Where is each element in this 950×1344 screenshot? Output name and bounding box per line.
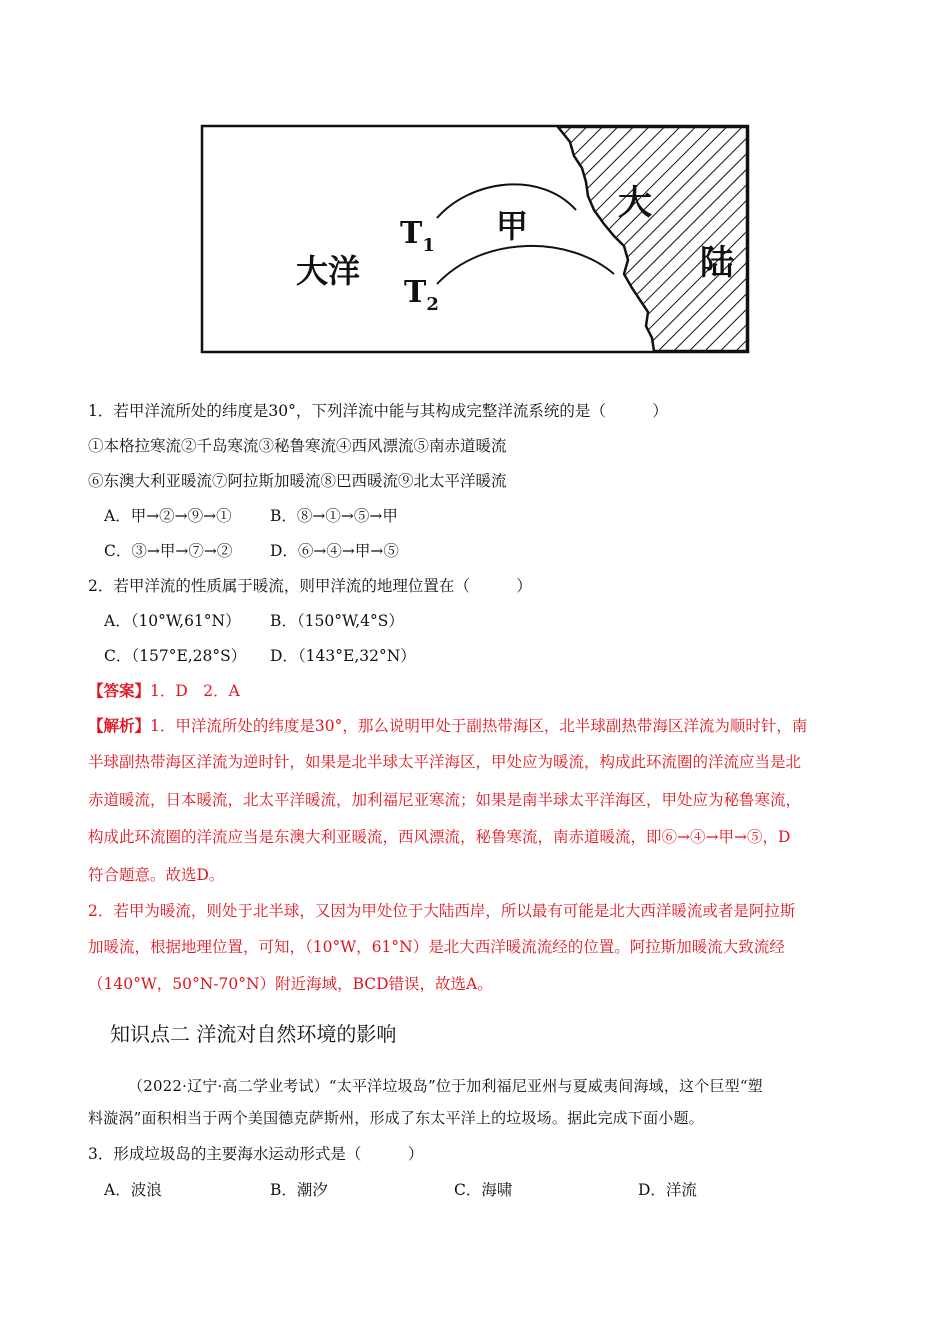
q1-option-d: D．⑥→④→甲→⑤	[270, 542, 399, 560]
q1-option-c: C．③→甲→⑦→②	[104, 542, 233, 560]
source-line-2: 料漩涡”面积相当于两个美国德克萨斯州，形成了东太平洋上的垃圾场。据此完成下面小题。	[88, 1109, 704, 1127]
analysis-line-6: 2．若甲为暖流，则处于北半球，又因为甲处位于大陆西岸，所以最有可能是北大西洋暖流或者是阿拉斯	[88, 902, 796, 920]
analysis-line-8: （140°W，50°N-70°N）附近海域，BCD错误，故选A。	[88, 975, 493, 993]
q3-stem: 3．形成垃圾岛的主要海水运动形式是（ ）	[88, 1145, 424, 1163]
ocean-label: 大洋	[296, 252, 361, 290]
q1-list-line2: ⑥东澳大利亚暖流⑦阿拉斯加暖流⑧巴西暖流⑨北太平洋暖流	[88, 472, 507, 490]
analysis-line-3: 赤道暖流，日本暖流，北太平洋暖流，加利福尼亚寒流；如果是南半球太平洋海区，甲处应为秘鲁寒流，	[88, 791, 802, 809]
answer-text: 1．D 2．A	[150, 682, 240, 700]
analysis-line-7: 加暖流，根据地理位置，可知，（10°W，61°N）是北大西洋暖流流经的位置。阿拉斯加暖流大致流经	[88, 938, 785, 956]
analysis-line-4: 构成此环流圈的洋流应当是东澳大利亚暖流，西风漂流，秘鲁寒流，南赤道暖流，即⑥→④→甲→⑤，D	[88, 828, 791, 846]
q3-option-a: A．波浪	[104, 1181, 162, 1199]
ocean-current-diagram	[200, 124, 752, 356]
q2-stem: 2．若甲洋流的性质属于暖流，则甲洋流的地理位置在（ ）	[88, 577, 532, 595]
q3-option-b: B．潮汐	[270, 1181, 328, 1199]
source-line-1: （2022·辽宁·高二学业考试）“太平洋垃圾岛”位于加利福尼亚州与夏威夷间海域，这个巨型“塑	[128, 1077, 763, 1095]
answer-line	[88, 681, 240, 701]
analysis-line-5: 符合题意。故选D。	[88, 866, 225, 884]
q1-option-a: A．甲→②→⑨→①	[104, 507, 232, 525]
q2-option-d: D．（143°E,32°N）	[270, 647, 416, 665]
isotherm-label-t2: $T_2$	[404, 275, 439, 315]
isotherm-label-t1: $T_1$	[400, 216, 435, 256]
answer-label: 【答案】	[88, 681, 151, 700]
q1-option-b: B．⑧→①→⑤→甲	[270, 507, 398, 525]
current-label-jia: 甲	[496, 207, 529, 245]
q3-option-d: D．洋流	[638, 1181, 697, 1199]
continent-label-lu: 陆	[700, 243, 734, 283]
q1-stem: 1．若甲洋流所处的纬度是30°，下列洋流中能与其构成完整洋流系统的是（ ）	[88, 402, 668, 420]
q3-option-c: C．海啸	[454, 1181, 513, 1199]
analysis-line-1: 【解析】1．甲洋流所处的纬度是30°，那么说明甲处于副热带海区，北半球副热带海区洋流为顺时针，南	[88, 716, 808, 735]
analysis-label: 【解析】	[88, 716, 151, 735]
q2-option-a: A．（10°W,61°N）	[104, 612, 241, 630]
continent-label-da: 大	[618, 183, 652, 223]
q1-list-line1: ①本格拉寒流②千岛寒流③秘鲁寒流④西风漂流⑤南赤道暖流	[88, 437, 507, 455]
section-title: 知识点二 洋流对自然环境的影响	[110, 1022, 397, 1046]
analysis-line-2: 半球副热带海区洋流为逆时针，如果是北半球太平洋海区，甲处应为暖流，构成此环流圈的洋流应当是北	[88, 753, 802, 771]
q2-option-b: B．（150°W,4°S）	[270, 612, 404, 630]
q2-option-c: C．（157°E,28°S）	[104, 647, 247, 665]
